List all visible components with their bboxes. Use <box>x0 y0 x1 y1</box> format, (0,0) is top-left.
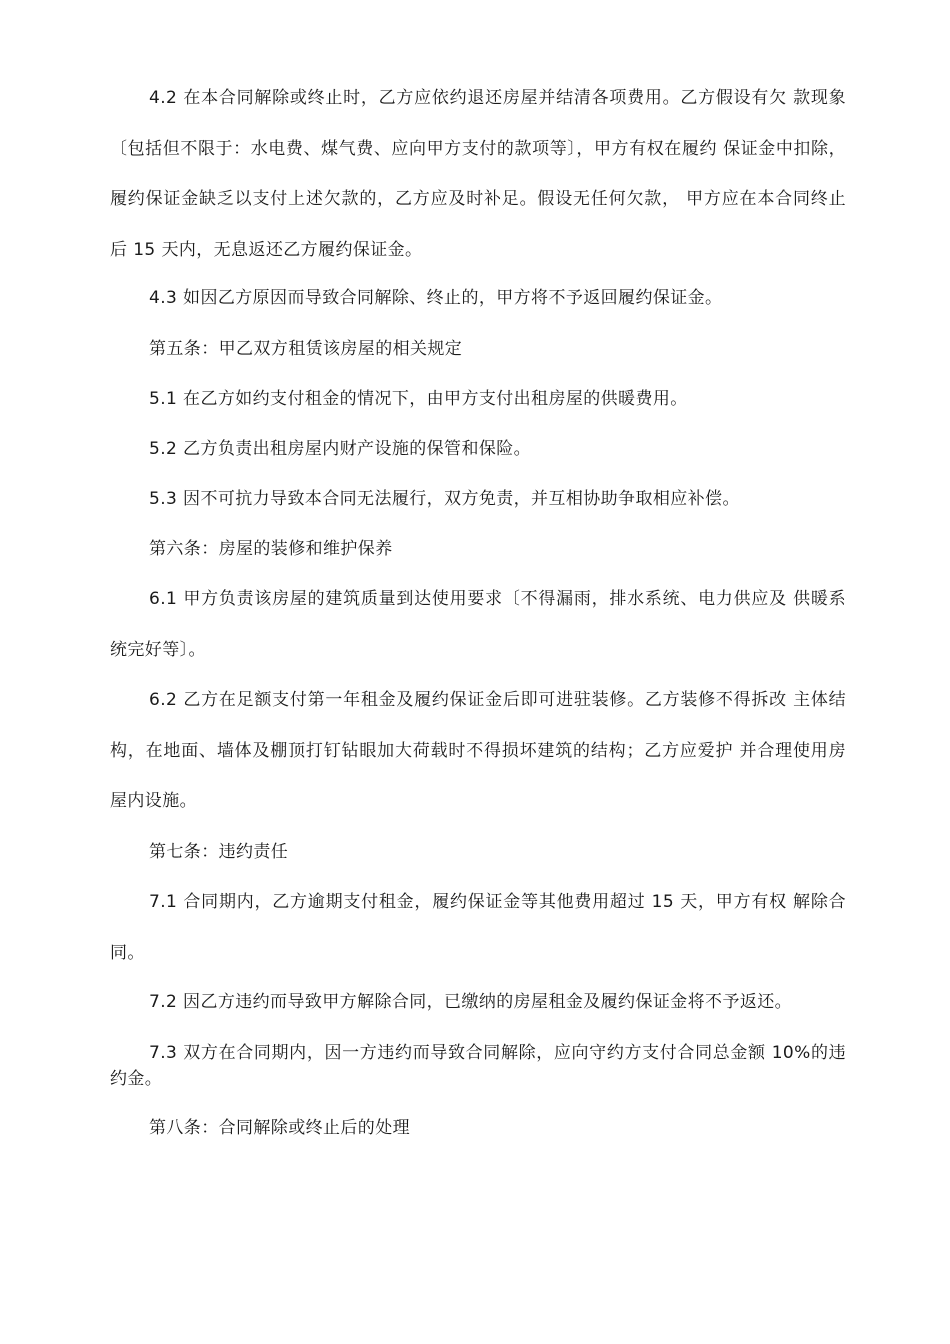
clause-6-1-paragraph: 6.1 甲方负责该房屋的建筑质量到达使用要求〔不得漏雨，排水系统、电力供应及 供暖系统完好等〕。 <box>110 589 846 660</box>
clause-7-1-paragraph: 7.1 合同期内，乙方逾期支付租金，履约保证金等其他费用超过 15 天，甲方有权 解除合同。 <box>110 892 846 963</box>
article-7-heading: 第七条：违约责任 <box>149 842 289 862</box>
article-8-heading: 第八条：合同解除或终止后的处理 <box>149 1118 410 1138</box>
clause-7-2-paragraph: 7.2 因乙方违约而导致甲方解除合同，已缴纳的房屋租金及履约保证金将不予返还。 <box>149 992 793 1012</box>
clause-5-1-paragraph: 5.1 在乙方如约支付租金的情况下，由甲方支付出租房屋的供暖费用。 <box>149 389 688 409</box>
clause-6-2-paragraph: 6.2 乙方在足额支付第一年租金及履约保证金后即可进驻装修。乙方装修不得拆改 主体结构，在地面、墙体及棚顶打钉钻眼加大荷载时不得损坏建筑的结构；乙方应爱护 并合理使用房屋内设施。 <box>110 690 846 811</box>
clause-5-3-paragraph: 5.3 因不可抗力导致本合同无法履行，双方免责，并互相协助争取相应补偿。 <box>149 489 740 509</box>
clause-4-2-paragraph: 4.2 在本合同解除或终止时，乙方应依约退还房屋并结清各项费用。乙方假设有欠 款现象〔包括但不限于：水电费、煤气费、应向甲方支付的款项等〕，甲方有权在履约 保证金中扣除，履约保证金缺乏以支付上述欠款的，乙方应及时补足。假设无任何欠款， 甲方应在本合同终止后 15 天内，无息返还乙方履约保证金。 <box>110 88 846 260</box>
article-5-heading: 第五条：甲乙双方租赁该房屋的相关规定 <box>149 339 463 359</box>
article-6-heading: 第六条：房屋的装修和维护保养 <box>149 539 393 559</box>
clause-4-3-paragraph: 4.3 如因乙方原因而导致合同解除、终止的，甲方将不予返回履约保证金。 <box>149 288 723 308</box>
clause-7-3-paragraph: 7.3 双方在合同期内，因一方违约而导致合同解除，应向守约方支付合同总金额 10%的违约金。 <box>110 1043 846 1089</box>
clause-5-2-paragraph: 5.2 乙方负责出租房屋内财产设施的保管和保险。 <box>149 439 532 459</box>
